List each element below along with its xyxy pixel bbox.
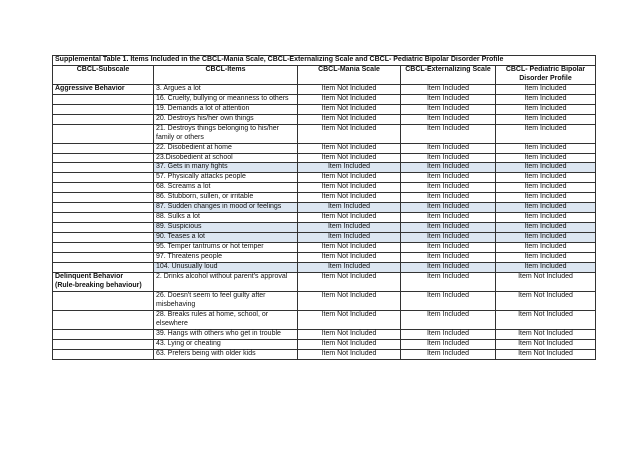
mania-cell: Item Not Included xyxy=(298,329,401,339)
pbd-cell: Item Included xyxy=(496,124,596,143)
subscale-cell-empty xyxy=(53,329,154,339)
table-row xyxy=(53,153,596,163)
mania-cell: Item Not Included xyxy=(298,243,401,253)
header-mania: CBCL-Mania Scale xyxy=(298,65,401,84)
pbd-cell: Item Included xyxy=(496,213,596,223)
pbd-cell: Item Included xyxy=(496,94,596,104)
externalizing-cell: Item Included xyxy=(401,272,496,291)
table-body xyxy=(53,84,596,359)
table-row xyxy=(53,94,596,104)
externalizing-cell: Item Included xyxy=(401,291,496,310)
item-cell: 39. Hangs with others who get in trouble xyxy=(154,329,298,339)
subscale-cell-empty xyxy=(53,173,154,183)
externalizing-cell: Item Included xyxy=(401,253,496,263)
table-row xyxy=(53,163,596,173)
table-row xyxy=(53,310,596,329)
item-cell: 88. Sulks a lot xyxy=(154,213,298,223)
pbd-cell: Item Not Included xyxy=(496,339,596,349)
table-row xyxy=(53,213,596,223)
mania-cell: Item Included xyxy=(298,203,401,213)
pbd-cell: Item Not Included xyxy=(496,291,596,310)
item-cell: 63. Prefers being with older kids xyxy=(154,349,298,359)
subscale-cell-empty xyxy=(53,213,154,223)
subscale-cell-empty xyxy=(53,223,154,233)
item-cell: 68. Screams a lot xyxy=(154,183,298,193)
item-cell: 87. Sudden changes in mood or feelings xyxy=(154,203,298,213)
externalizing-cell: Item Included xyxy=(401,193,496,203)
table-row xyxy=(53,223,596,233)
mania-cell: Item Included xyxy=(298,233,401,243)
mania-cell: Item Not Included xyxy=(298,272,401,291)
mania-cell: Item Not Included xyxy=(298,349,401,359)
subscale-cell-empty xyxy=(53,253,154,263)
subscale-cell-empty xyxy=(53,203,154,213)
table-row xyxy=(53,329,596,339)
supplemental-table xyxy=(52,55,596,360)
item-cell: 104. Unusually loud xyxy=(154,263,298,273)
subscale-cell-empty xyxy=(53,291,154,310)
pbd-cell: Item Included xyxy=(496,193,596,203)
table-row xyxy=(53,272,596,291)
subscale-delinquent-line2: (Rule-breaking behaviour) xyxy=(55,281,142,289)
externalizing-cell: Item Included xyxy=(401,310,496,329)
mania-cell: Item Not Included xyxy=(298,291,401,310)
item-cell: 57. Physically attacks people xyxy=(154,173,298,183)
mania-cell: Item Not Included xyxy=(298,253,401,263)
pbd-cell: Item Not Included xyxy=(496,310,596,329)
externalizing-cell: Item Included xyxy=(401,163,496,173)
externalizing-cell: Item Included xyxy=(401,104,496,114)
externalizing-cell: Item Included xyxy=(401,223,496,233)
pbd-cell: Item Included xyxy=(496,84,596,94)
table-row xyxy=(53,291,596,310)
table-row xyxy=(53,84,596,94)
mania-cell: Item Not Included xyxy=(298,310,401,329)
subscale-cell-empty xyxy=(53,153,154,163)
table-row xyxy=(53,253,596,263)
externalizing-cell: Item Included xyxy=(401,329,496,339)
item-cell: 3. Argues a lot xyxy=(154,84,298,94)
table-row xyxy=(53,203,596,213)
pbd-cell: Item Not Included xyxy=(496,349,596,359)
subscale-delinquent-line1: Delinquent Behavior xyxy=(55,272,124,280)
item-cell: 26. Doesn't seem to feel guilty after misbehaving xyxy=(154,291,298,310)
table-row xyxy=(53,173,596,183)
item-cell: 2. Drinks alcohol without parent's approval xyxy=(154,272,298,291)
subscale-cell-empty xyxy=(53,243,154,253)
item-cell: 90. Teases a lot xyxy=(154,233,298,243)
table-row xyxy=(53,349,596,359)
item-cell: 43. Lying or cheating xyxy=(154,339,298,349)
table-row xyxy=(53,263,596,273)
table-row xyxy=(53,183,596,193)
caption-row xyxy=(53,56,596,66)
item-cell: 20. Destroys his/her own things xyxy=(154,114,298,124)
header-externalizing: CBCL-Externalizing Scale xyxy=(401,65,496,84)
subscale-delinquent xyxy=(53,272,154,291)
pbd-cell: Item Not Included xyxy=(496,329,596,339)
table-row xyxy=(53,193,596,203)
header-row xyxy=(53,65,596,84)
pbd-cell: Item Included xyxy=(496,114,596,124)
mania-cell: Item Not Included xyxy=(298,183,401,193)
subscale-cell-empty xyxy=(53,114,154,124)
pbd-cell: Item Included xyxy=(496,163,596,173)
subscale-cell-empty xyxy=(53,104,154,114)
item-cell: 23.Disobedient at school xyxy=(154,153,298,163)
externalizing-cell: Item Included xyxy=(401,183,496,193)
item-cell: 89. Suspicious xyxy=(154,223,298,233)
externalizing-cell: Item Included xyxy=(401,94,496,104)
subscale-cell-empty xyxy=(53,349,154,359)
externalizing-cell: Item Included xyxy=(401,173,496,183)
pbd-cell: Item Included xyxy=(496,263,596,273)
subscale-cell-empty xyxy=(53,339,154,349)
table-caption: Supplemental Table 1. Items Included in the CBCL-Mania Scale, CBCL-Externalizing Scale and CBCL- Pediatric Bipolar Disorder Profile xyxy=(53,56,596,66)
item-cell: 22. Disobedient at home xyxy=(154,143,298,153)
subscale-cell-empty xyxy=(53,310,154,329)
pbd-cell: Item Included xyxy=(496,223,596,233)
mania-cell: Item Included xyxy=(298,163,401,173)
item-cell: 16. Cruelty, bullying or meanness to others xyxy=(154,94,298,104)
externalizing-cell: Item Included xyxy=(401,124,496,143)
pbd-cell: Item Included xyxy=(496,203,596,213)
externalizing-cell: Item Included xyxy=(401,114,496,124)
externalizing-cell: Item Included xyxy=(401,243,496,253)
mania-cell: Item Not Included xyxy=(298,124,401,143)
mania-cell: Item Not Included xyxy=(298,213,401,223)
header-subscale: CBCL-Subscale xyxy=(53,65,154,84)
externalizing-cell: Item Included xyxy=(401,233,496,243)
item-cell: 19. Demands a lot of attention xyxy=(154,104,298,114)
pbd-cell: Item Included xyxy=(496,183,596,193)
pbd-cell: Item Included xyxy=(496,153,596,163)
header-pbd: CBCL- Pediatric Bipolar Disorder Profile xyxy=(496,65,596,84)
subscale-cell-empty xyxy=(53,183,154,193)
table-row xyxy=(53,243,596,253)
item-cell: 86. Stubborn, sullen, or irritable xyxy=(154,193,298,203)
pbd-cell: Item Included xyxy=(496,173,596,183)
externalizing-cell: Item Included xyxy=(401,203,496,213)
table-row xyxy=(53,143,596,153)
externalizing-cell: Item Included xyxy=(401,153,496,163)
mania-cell: Item Included xyxy=(298,263,401,273)
mania-cell: Item Not Included xyxy=(298,114,401,124)
subscale-cell-empty xyxy=(53,263,154,273)
mania-cell: Item Not Included xyxy=(298,339,401,349)
item-cell: 97. Threatens people xyxy=(154,253,298,263)
pbd-cell: Item Included xyxy=(496,243,596,253)
externalizing-cell: Item Included xyxy=(401,339,496,349)
subscale-cell-empty xyxy=(53,94,154,104)
item-cell: 37. Gets in many fights xyxy=(154,163,298,173)
externalizing-cell: Item Included xyxy=(401,84,496,94)
table-row xyxy=(53,233,596,243)
table-row xyxy=(53,339,596,349)
mania-cell: Item Not Included xyxy=(298,193,401,203)
item-cell: 95. Temper tantrums or hot temper xyxy=(154,243,298,253)
mania-cell: Item Not Included xyxy=(298,94,401,104)
table-row xyxy=(53,114,596,124)
externalizing-cell: Item Included xyxy=(401,213,496,223)
externalizing-cell: Item Included xyxy=(401,143,496,153)
mania-cell: Item Not Included xyxy=(298,143,401,153)
mania-cell: Item Not Included xyxy=(298,173,401,183)
subscale-cell-empty xyxy=(53,143,154,153)
item-cell: 28. Breaks rules at home, school, or elsewhere xyxy=(154,310,298,329)
mania-cell: Item Not Included xyxy=(298,153,401,163)
subscale-cell-empty xyxy=(53,233,154,243)
item-cell: 21. Destroys things belonging to his/her family or others xyxy=(154,124,298,143)
pbd-cell: Item Not Included xyxy=(496,272,596,291)
subscale-aggressive: Aggressive Behavior xyxy=(53,84,154,94)
pbd-cell: Item Included xyxy=(496,253,596,263)
header-items: CBCL-Items xyxy=(154,65,298,84)
pbd-cell: Item Included xyxy=(496,143,596,153)
table-row xyxy=(53,104,596,114)
mania-cell: Item Not Included xyxy=(298,104,401,114)
table-row xyxy=(53,124,596,143)
subscale-cell-empty xyxy=(53,163,154,173)
subscale-cell-empty xyxy=(53,124,154,143)
subscale-cell-empty xyxy=(53,193,154,203)
pbd-cell: Item Included xyxy=(496,104,596,114)
mania-cell: Item Included xyxy=(298,223,401,233)
externalizing-cell: Item Included xyxy=(401,263,496,273)
mania-cell: Item Not Included xyxy=(298,84,401,94)
externalizing-cell: Item Included xyxy=(401,349,496,359)
pbd-cell: Item Included xyxy=(496,233,596,243)
